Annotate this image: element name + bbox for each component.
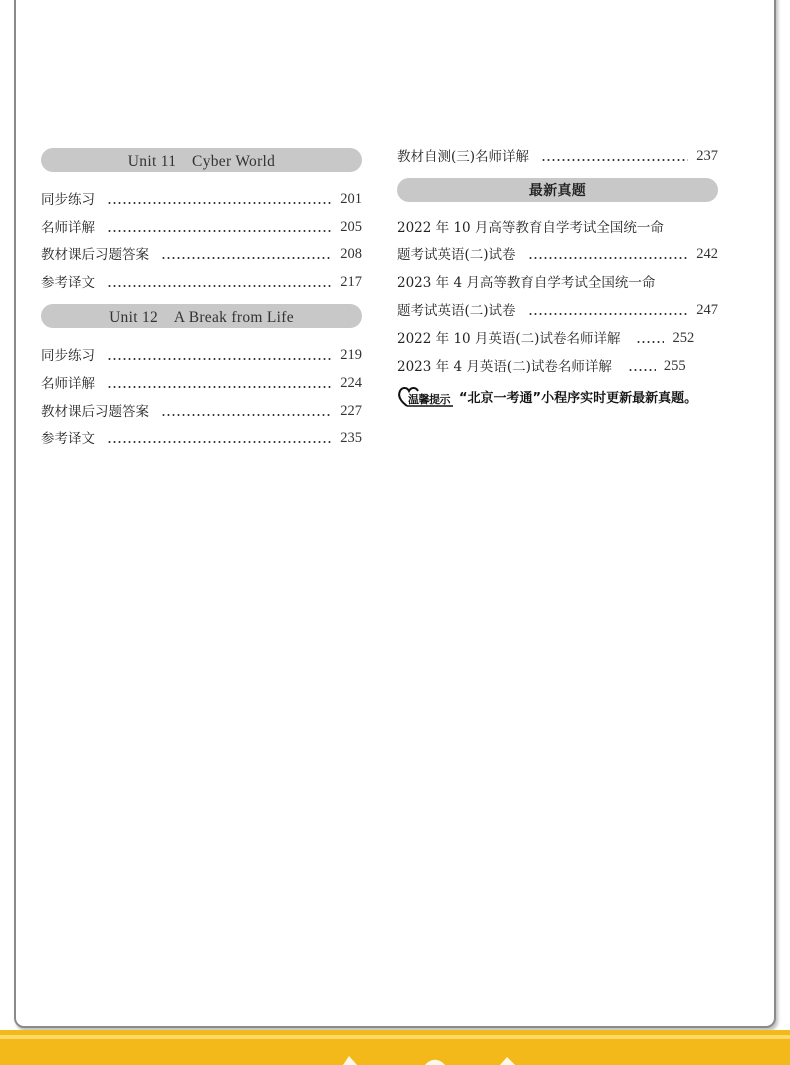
section-heading-unit-11: Unit 11 Cyber World bbox=[41, 148, 362, 172]
toc-list-unit-11 bbox=[41, 183, 362, 294]
toc-entry-title: 题考试英语(二)试卷 bbox=[397, 247, 516, 264]
section-heading-unit-12: Unit 12 A Break from Life bbox=[41, 304, 362, 328]
dot-leader bbox=[107, 386, 332, 388]
dot-leader bbox=[528, 313, 689, 315]
toc-entry-line[interactable]: 2023 年 4 月高等教育自学考试全国统一命 bbox=[397, 275, 656, 292]
toc-entry[interactable] bbox=[397, 239, 718, 267]
toc-entry-title: 名师详解 bbox=[41, 219, 95, 236]
toc-entry-page: 242 bbox=[696, 246, 718, 263]
dot-leader bbox=[107, 441, 332, 443]
toc-entry[interactable] bbox=[41, 239, 362, 267]
reminder-badge-text: 温馨提示 bbox=[408, 392, 450, 406]
toc-entry-title: 教材课后习题答案 bbox=[41, 403, 149, 420]
toc-entry-page: 252 bbox=[672, 329, 695, 346]
toc-entry[interactable] bbox=[41, 183, 362, 211]
toc-entry-page: 201 bbox=[340, 190, 362, 207]
dot-leader bbox=[541, 159, 688, 161]
toc-entry-title: 同步练习 bbox=[41, 347, 95, 364]
toc-entry-self-test-3[interactable] bbox=[397, 140, 718, 168]
reminder-text: “北京一考通”小程序实时更新最新真题。 bbox=[459, 391, 698, 407]
toc-entry-title: 名师详解 bbox=[41, 375, 95, 392]
dot-leader bbox=[107, 202, 332, 204]
toc-entry[interactable] bbox=[41, 423, 362, 451]
toc-entry[interactable] bbox=[397, 322, 718, 350]
toc-entry-title: 参考译文 bbox=[41, 431, 95, 448]
toc-entry-title: 2023 年 4 月英语(二)试卷名师详解 bbox=[397, 358, 612, 375]
toc-entry-page: 208 bbox=[340, 246, 362, 263]
toc-entry[interactable] bbox=[397, 350, 718, 378]
toc-entry-page: 227 bbox=[340, 402, 362, 419]
bottom-band-partial-marks bbox=[335, 1052, 535, 1065]
dot-leader bbox=[628, 369, 656, 371]
toc-entry-title: 同步练习 bbox=[41, 191, 95, 208]
toc-entry-title: 题考试英语(二)试卷 bbox=[397, 302, 516, 319]
toc-entry-page: 224 bbox=[340, 374, 362, 391]
dot-leader bbox=[636, 341, 664, 343]
toc-entry-page: 247 bbox=[696, 301, 718, 318]
toc-entry-title: 2022 年 10 月英语(二)试卷名师详解 bbox=[397, 330, 621, 347]
toc-entry[interactable] bbox=[41, 339, 362, 367]
dot-leader bbox=[528, 257, 689, 259]
toc-entry-page: 235 bbox=[340, 430, 362, 447]
reminder-note bbox=[397, 386, 718, 408]
bottom-band-stripe bbox=[0, 1035, 790, 1039]
toc-entry-page: 255 bbox=[663, 357, 686, 374]
toc-entry-page: 205 bbox=[340, 218, 362, 235]
toc-entry-page: 237 bbox=[696, 147, 718, 164]
dot-leader bbox=[107, 358, 332, 360]
section-heading-latest-exams: 最新真题 bbox=[397, 178, 718, 202]
toc-entry[interactable] bbox=[41, 367, 362, 395]
toc-left-column bbox=[41, 148, 362, 450]
toc-right-column bbox=[397, 140, 718, 408]
dot-leader bbox=[161, 414, 332, 416]
toc-entry-title: 教材自测(三)名师详解 bbox=[397, 148, 530, 165]
toc-entry-page: 217 bbox=[340, 274, 362, 291]
toc-entry[interactable] bbox=[41, 211, 362, 239]
toc-entry[interactable] bbox=[397, 294, 718, 322]
toc-entry[interactable] bbox=[41, 395, 362, 423]
dot-leader bbox=[107, 285, 332, 287]
toc-list-unit-12 bbox=[41, 339, 362, 450]
toc-entry-line[interactable]: 2022 年 10 月高等教育自学考试全国统一命 bbox=[397, 219, 664, 236]
dot-leader bbox=[161, 257, 332, 259]
toc-entry-title: 参考译文 bbox=[41, 275, 95, 292]
dot-leader bbox=[107, 230, 332, 232]
toc-entry-page: 219 bbox=[340, 346, 362, 363]
toc-entry-title: 教材课后习题答案 bbox=[41, 247, 149, 264]
reminder-badge bbox=[397, 386, 455, 408]
toc-entry[interactable] bbox=[41, 266, 362, 294]
